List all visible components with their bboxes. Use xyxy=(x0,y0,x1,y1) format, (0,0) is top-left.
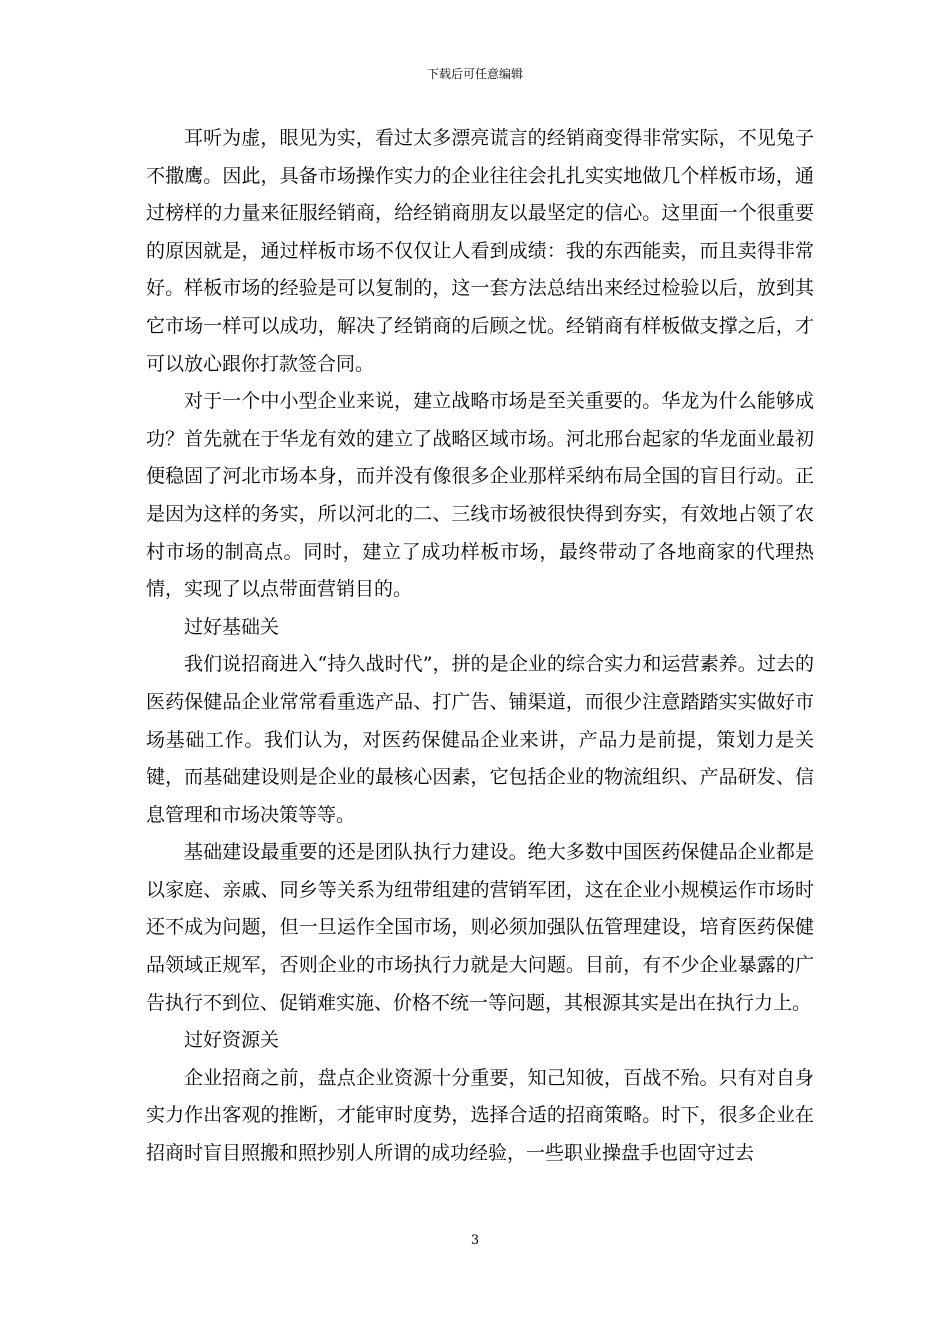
section-heading: 过好资源关 xyxy=(184,1029,280,1052)
body-paragraph: 对于一个中小型企业来说，建立战略市场是至关重要的。华龙为什么能够成功？首先就在于华龙有效的建立了战略区域市场。河北邢台起家的华龙面业最初便稳固了河北市场本身，而并没有像很多企业那样采纳布局全国的盲目行动。正是因为这样的务实，所以河北的二、三线市场被很快得到夯实，有效地占领了农村市场的制高点。同时，建立了成功样板市场，最终带动了各地商家的代理热情，实现了以点带面营销目的。 xyxy=(146,390,814,601)
body-paragraph: 基础建设最重要的还是团队执行力建设。绝大多数中国医药保健品企业都是以家庭、亲戚、同乡等关系为纽带组建的营销军团，这在企业小规模运作市场时还不成为问题，但一旦运作全国市场，则必须加强队伍管理建设，培育医药保健品领域正规军，否则企业的市场执行力就是大问题。目前，有不少企业暴露的广告执行不到位、促销难实施、价格不统一等问题，其根源其实是出在执行力上。 xyxy=(146,841,814,1014)
document-body xyxy=(146,120,814,1173)
body-paragraph: 我们说招商进入“持久战时代”，拼的是企业的综合实力和运营素养。过去的医药保健品企业常常看重选产品、打广告、铺渠道，而很少注意踏踏实实做好市场基础工作。我们认为，对医药保健品企业来讲，产品力是前提，策划力是关键，而基础建设则是企业的最核心因素，它包括企业的物流组织、产品研发、信息管理和市场决策等等。 xyxy=(146,653,814,826)
page-number: 3 xyxy=(470,1233,480,1248)
body-paragraph: 耳听为虚，眼见为实，看过太多漂亮谎言的经销商变得非常实际，不见兔子不撒鹰。因此，具备市场操作实力的企业往往会扎扎实实地做几个样板市场，通过榜样的力量来征服经销商，给经销商朋友以最坚定的信心。这里面一个很重要的原因就是，通过样板市场不仅仅让人看到成绩：我的东西能卖，而且卖得非常好。样板市场的经验是可以复制的，这一套方法总结出来经过检验以后，放到其它市场一样可以成功，解决了经销商的后顾之忧。经销商有样板做支撑之后，才可以放心跟你打款签合同。 xyxy=(146,127,814,375)
section-heading: 过好基础关 xyxy=(184,615,280,638)
body-paragraph: 企业招商之前，盘点企业资源十分重要，知己知彼，百战不殆。只有对自身实力作出客观的推断，才能审时度势，选择合适的招商策略。时下，很多企业在招商时盲目照搬和照抄别人所谓的成功经验，一些职业操盘手也固守过去 xyxy=(146,1066,814,1165)
page-header: 下载后可任意编辑 xyxy=(426,67,523,81)
